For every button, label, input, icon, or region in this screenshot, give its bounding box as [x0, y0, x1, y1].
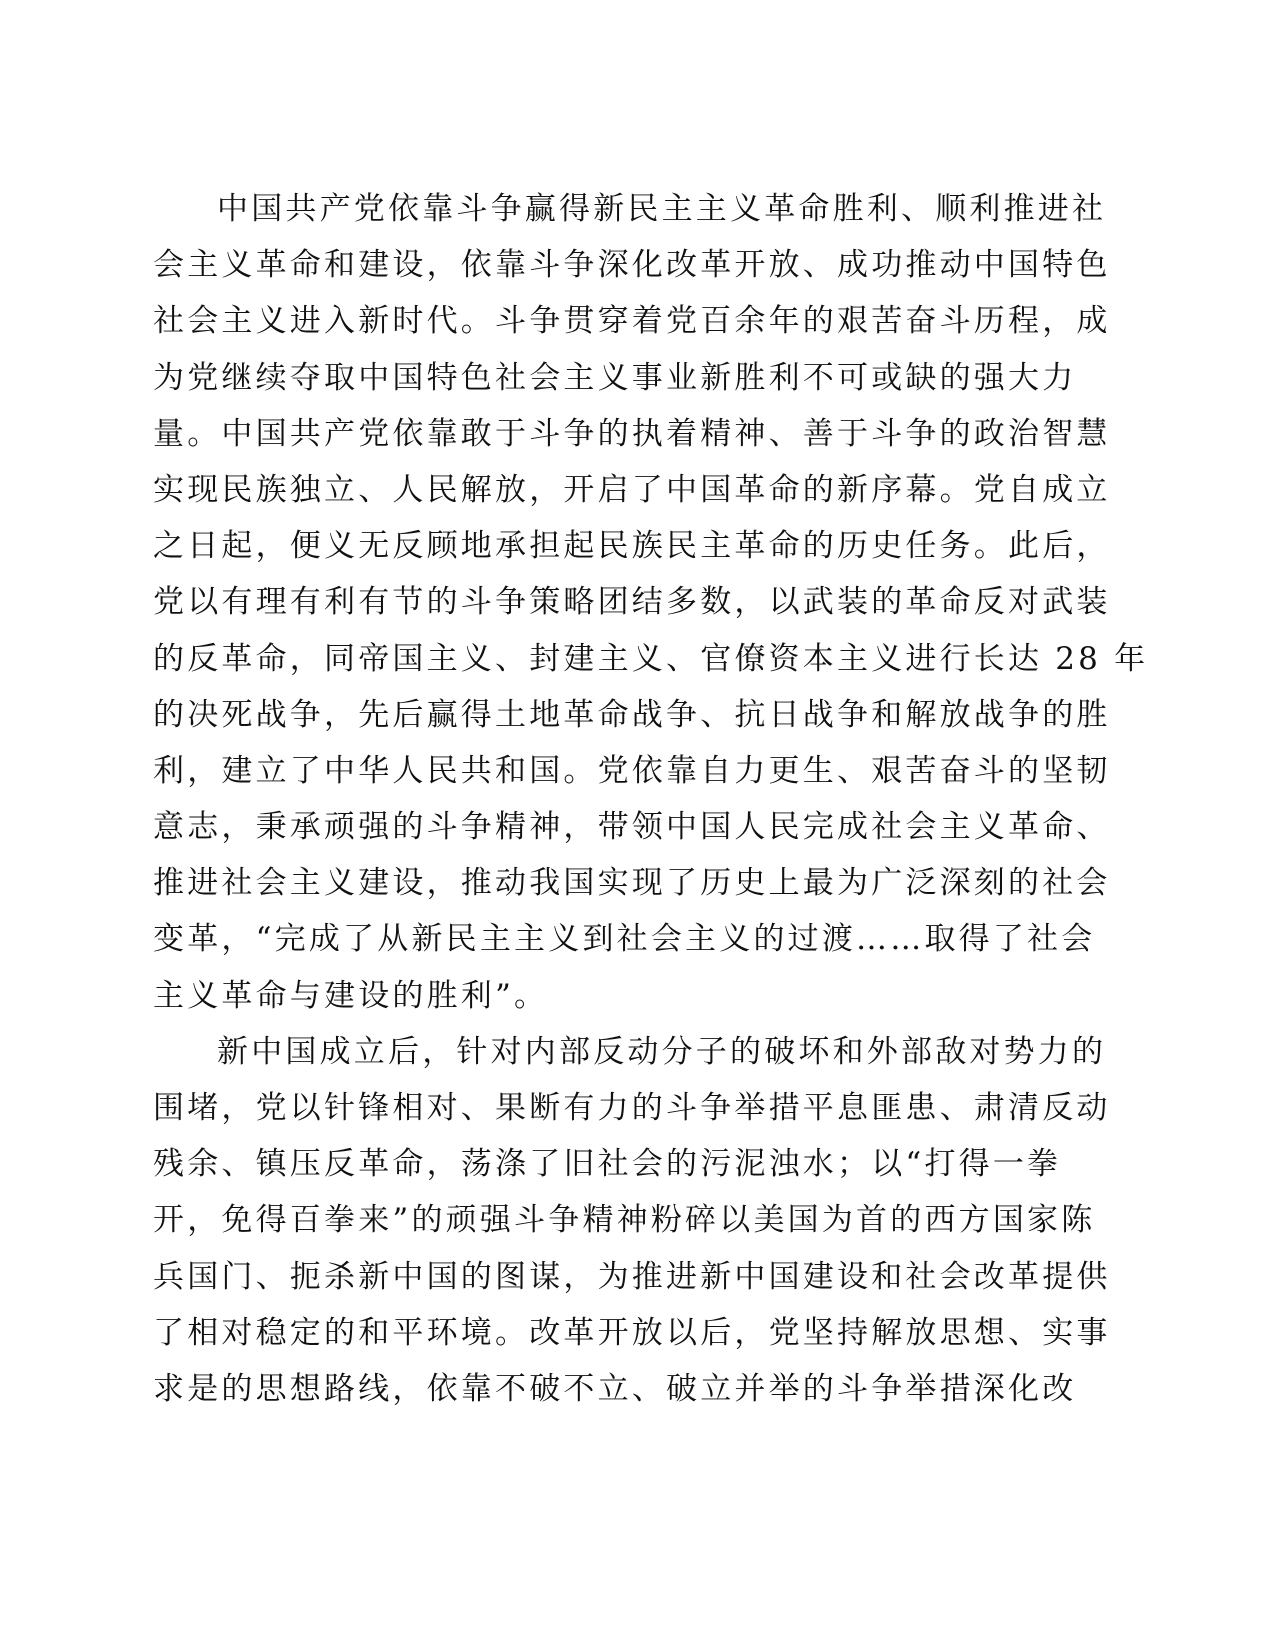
text-line: 的决死战争，先后赢得土地革命战争、抗日战争和解放战争的胜	[153, 696, 1111, 733]
text-line: 推进社会主义建设，推动我国实现了历史上最为广泛深刻的社会	[153, 865, 1111, 902]
text-line: 为党继续夺取中国特色社会主义事业新胜利不可或缺的强大力	[153, 359, 1077, 396]
text-line: 党以有理有利有节的斗争策略团结多数，以武装的革命反对武装	[153, 584, 1111, 621]
text-line: 主义革命与建设的胜利”。	[153, 977, 549, 1014]
text-line: 兵国门、扼杀新中国的图谋，为推进新中国建设和社会改革提供	[153, 1258, 1111, 1295]
text-line: 利，建立了中华人民共和国。党依靠自力更生、艰苦奋斗的坚韧	[153, 752, 1111, 789]
body-text	[153, 181, 1149, 1417]
text-line: 新中国成立后，针对内部反动分子的破坏和外部敌对势力的	[217, 1033, 1107, 1070]
text-line: 围堵，党以针锋相对、果断有力的斗争举措平息匪患、肃清反动	[153, 1090, 1111, 1126]
text-line: 求是的思想路线，依靠不破不立、破立并举的斗争举措深化改	[153, 1370, 1077, 1407]
text-line: 会主义革命和建设，依靠斗争深化改革开放、成功推动中国特色	[153, 247, 1111, 284]
text-line: 意志，秉承顽强的斗争精神，带领中国人民完成社会主义革命、	[153, 809, 1111, 846]
text-line: 实现民族独立、人民解放，开启了中国革命的新序幕。党自成立	[153, 471, 1111, 508]
text-line: 量。中国共产党依靠敢于斗争的执着精神、善于斗争的政治智慧	[153, 415, 1111, 452]
text-line: 社会主义进入新时代。斗争贯穿着党百余年的艰苦奋斗历程，成	[153, 303, 1111, 340]
text-line: 残余、镇压反革命，荡涤了旧社会的污泥浊水；以“打得一拳	[153, 1146, 1062, 1183]
text-line: 之日起，便义无反顾地承担起民族民主革命的历史任务。此后，	[153, 528, 1111, 565]
text-line: 中国共产党依靠斗争赢得新民主主义革命胜利、顺利推进社	[217, 191, 1107, 227]
text-line: 开，免得百拳来”的顽强斗争精神粉碎以美国为首的西方国家陈	[153, 1202, 1096, 1239]
text-line: 的反革命，同帝国主义、封建主义、官僚资本主义进行长达 28 年	[153, 640, 1149, 677]
text-line: 了相对稳定的和平环境。改革开放以后，党坚持解放思想、实事	[153, 1314, 1111, 1351]
text-line: 变革，“完成了从新民主主义到社会主义的过渡……取得了社会	[153, 921, 1096, 958]
